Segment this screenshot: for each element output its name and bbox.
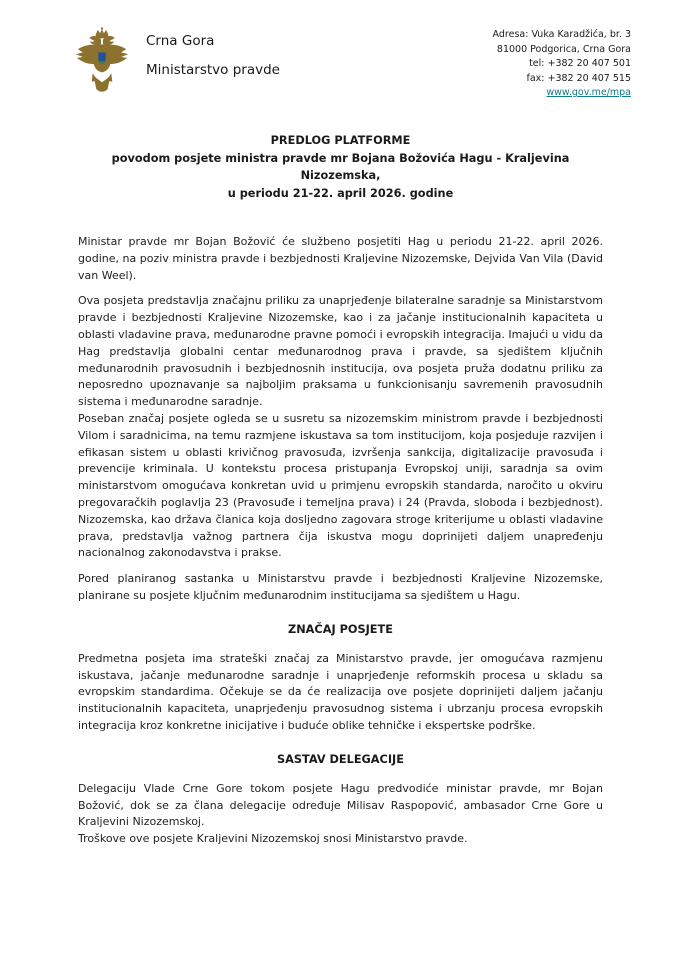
section-heading-znacaj-posjete: ZNAČAJ POSJETE xyxy=(288,622,393,636)
title-line-2: povodom posjete ministra pravde mr Bojana Božovića Hagu - Kraljevina Nizozemska, xyxy=(111,151,570,182)
letterhead xyxy=(0,0,679,102)
section-heading-sastav-delegacije: SASTAV DELEGACIJE xyxy=(277,752,404,766)
paragraph-planirane-posjete: Pored planiranog sastanka u Ministarstvu pravde i bezbjednosti Kraljevine Nizozemske, planirane su posjete ključnim međunarodnim institucijama sa sjedištem u Hagu. xyxy=(78,572,603,602)
document-body xyxy=(0,132,679,848)
coat-of-arms-logo xyxy=(74,26,130,102)
website-link[interactable]: www.gov.me/mpa xyxy=(546,87,631,98)
paragraph-sastav-delegacije: Delegaciju Vlade Crne Gore tokom posjete Hagu predvodiće ministar pravde, mr Bojan Božović, dok se za člana delegacije određuje Milisav Raspopović, ambasador Crne Gore u Kraljevini Nizozemskoj. xyxy=(78,781,603,829)
org-names xyxy=(146,26,280,79)
paragraph-poseban-znacaj: Poseban značaj posjete ogleda se u susretu sa nizozemskim ministrom pravde i bezbjednosti Vilom i saradnicima, na temu razmjene iskustava sa tom institucijom, koja posjeduje razvijen i efikasan sistem u oblasti krivičnog pravosuđa, izvršenja sankcija, digitalizacije pravosuđa i prevencije kriminala. U kontekstu procesa pristupanja Evropskoj uniji, saradnja sa ovim ministarstvom omogućava konkretan uvid u primjenu evropskih standarda, naročito u okviru pregovaračkih poglavlja 23 (Pravosuđe i temeljna prava) i 24 (Pravda, sloboda i bezbjednost). Nizozemska, kao država članica koja dosljedno zagovara stroge kriterijume u oblasti vladavine prava, predstavlja važnog partnera čija iskustva mogu doprinijeti daljem unapređenju nacionalnog zakonodavstva i prakse. xyxy=(78,411,603,560)
brand xyxy=(74,26,280,102)
title-line-1: PREDLOG PLATFORME xyxy=(270,134,411,147)
address-line-street: Adresa: Vuka Karadžića, br. 3 xyxy=(492,29,631,40)
paragraph-znacaj-posjete: Predmetna posjeta ima strateški značaj za Ministarstvo pravde, jer omogućava razmjenu iskustava, jačanje međunarodne saradnje i unaprjeđenje reformskih procesa u skladu sa evropskim standardima. Očekuje se da će realizacija ove posjete doprinijeti daljem jačanju institucionalnih kapaciteta, unaprjeđenju pravosudnog sistema i ubrzanju procesa evropskih integracija kroz konkretne inicijative i buduće oblike tehničke i ekspertske podrške. xyxy=(78,651,603,732)
org-ministry-name: Ministarstvo pravde xyxy=(146,62,280,78)
paragraph-troskovi: Troškove ove posjete Kraljevini Nizozemskoj snosi Ministarstvo pravde. xyxy=(78,832,468,846)
title-line-3: u periodu 21-22. april 2026. godine xyxy=(227,186,454,200)
paragraph-bilateral-saradnja: Ova posjeta predstavlja značajnu priliku za unaprjeđenje bilateralne saradnje sa Ministarstvom pravde i bezbjednosti Kraljevine Nizozemske, kao i za jačanje institucionalnih kapaciteta u oblasti vladavine prava, međunarodne pravne pomoći i evropskih integracija. Imajući u vidu da Hag predstavlja globalni centar međunarodnog prava i pravde, sa sjedištem ključnih međunarodnih pravosudnih i bezbjednosnih institucija, ova posjeta pruža dodatnu priliku za neposredno upoznavanje sa najboljim praksama u funkcionisanju savremenih pravosudnih sistema i međunarodne saradnje. xyxy=(78,294,603,409)
montenegro-eagle-icon xyxy=(74,26,130,102)
paragraph-intro: Ministar pravde mr Bojan Božović će službeno posjetiti Hag u periodu 21-22. april 2026. godine, na poziv ministra pravde i bezbjednosti Kraljevine Nizozemske, Dejvida Van Vila (David van Weel). xyxy=(78,235,603,282)
org-country-name: Crna Gora xyxy=(146,33,215,49)
address-block xyxy=(493,26,631,101)
address-line-tel: tel: +382 20 407 501 xyxy=(529,58,631,69)
address-line-city: 81000 Podgorica, Crna Gora xyxy=(496,43,631,55)
document-title xyxy=(78,132,603,202)
address-line-fax: fax: +382 20 407 515 xyxy=(526,72,631,84)
